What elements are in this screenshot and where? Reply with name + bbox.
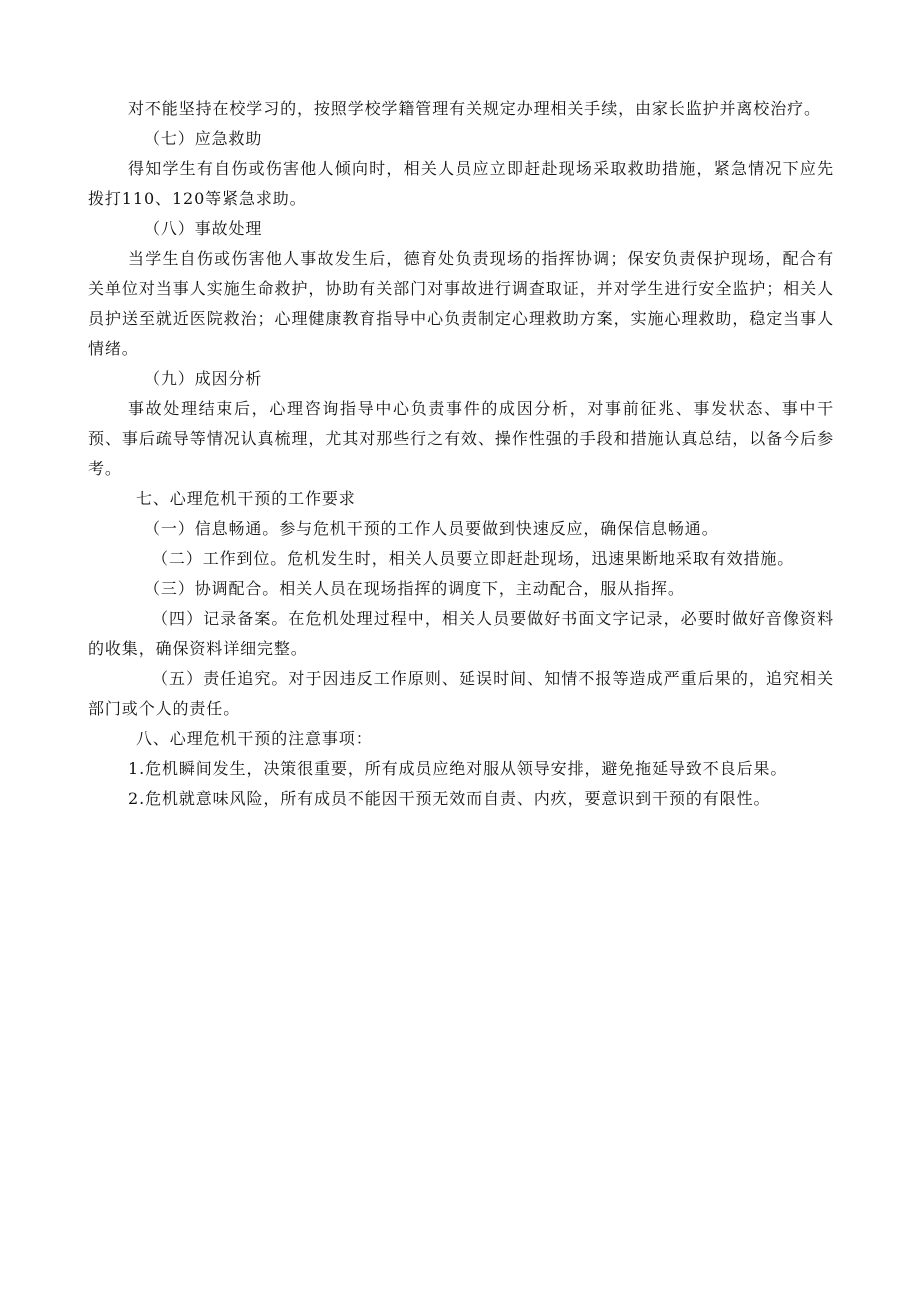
requirement-accountability: （五）责任追究。对于因违反工作原则、延误时间、知情不报等造成严重后果的，追究相关部门或个人的责任。 xyxy=(88,669,834,718)
heading-cause-analysis: （九）成因分析 xyxy=(144,369,263,388)
paragraph-withdrawal: 对不能坚持在校学习的，按照学校学籍管理有关规定办理相关手续，由家长监护并离校治疗。 xyxy=(128,99,821,118)
precaution-item-1: 1.危机瞬间发生，决策很重要，所有成员应绝对服从领导安排，避免拖延导致不良后果。 xyxy=(128,759,788,778)
paragraph-cause-analysis: 事故处理结束后，心理咨询指导中心负责事件的成因分析，对事前征兆、事发状态、事中干预、事后疏导等情况认真梳理，尤其对那些行之有效、操作性强的手段和措施认真总结，以备今后参考。 xyxy=(88,399,834,478)
requirement-records: （四）记录备案。在危机处理过程中，相关人员要做好书面文字记录，必要时做好音像资料的收集，确保资料详细完整。 xyxy=(88,609,834,658)
requirement-on-site: （二）工作到位。危机发生时，相关人员要立即赶赴现场，迅速果断地采取有效措施。 xyxy=(152,549,795,568)
paragraph-accident-handling: 当学生自伤或伤害他人事故发生后，德育处负责现场的指挥协调；保安负责保护现场，配合有关单位对当事人实施生命救护，协助有关部门对事故进行调查取证，并对学生进行安全监护；相关人员护送至就近医院救治；心理健康教育指导中心负责制定心理救助方案，实施心理救助，稳定当事人情绪。 xyxy=(88,249,834,358)
heading-precautions: 八、心理危机干预的注意事项： xyxy=(136,729,373,748)
document-page xyxy=(88,94,834,814)
requirement-information: （一）信息畅通。参与危机干预的工作人员要做到快速反应，确保信息畅通。 xyxy=(144,519,719,538)
precaution-item-2: 2.危机就意味风险，所有成员不能因干预无效而自责、内疚，要意识到干预的有限性。 xyxy=(128,789,771,808)
paragraph-emergency-rescue: 得知学生有自伤或伤害他人倾向时，相关人员应立即赶赴现场采取救助措施，紧急情况下应先拨打110、120等紧急求助。 xyxy=(88,159,834,208)
heading-work-requirements: 七、心理危机干预的工作要求 xyxy=(136,489,356,508)
heading-accident-handling: （八）事故处理 xyxy=(144,219,263,238)
requirement-coordination: （三）协调配合。相关人员在现场指挥的调度下，主动配合，服从指挥。 xyxy=(144,579,685,598)
heading-emergency-rescue: （七）应急救助 xyxy=(144,129,263,148)
